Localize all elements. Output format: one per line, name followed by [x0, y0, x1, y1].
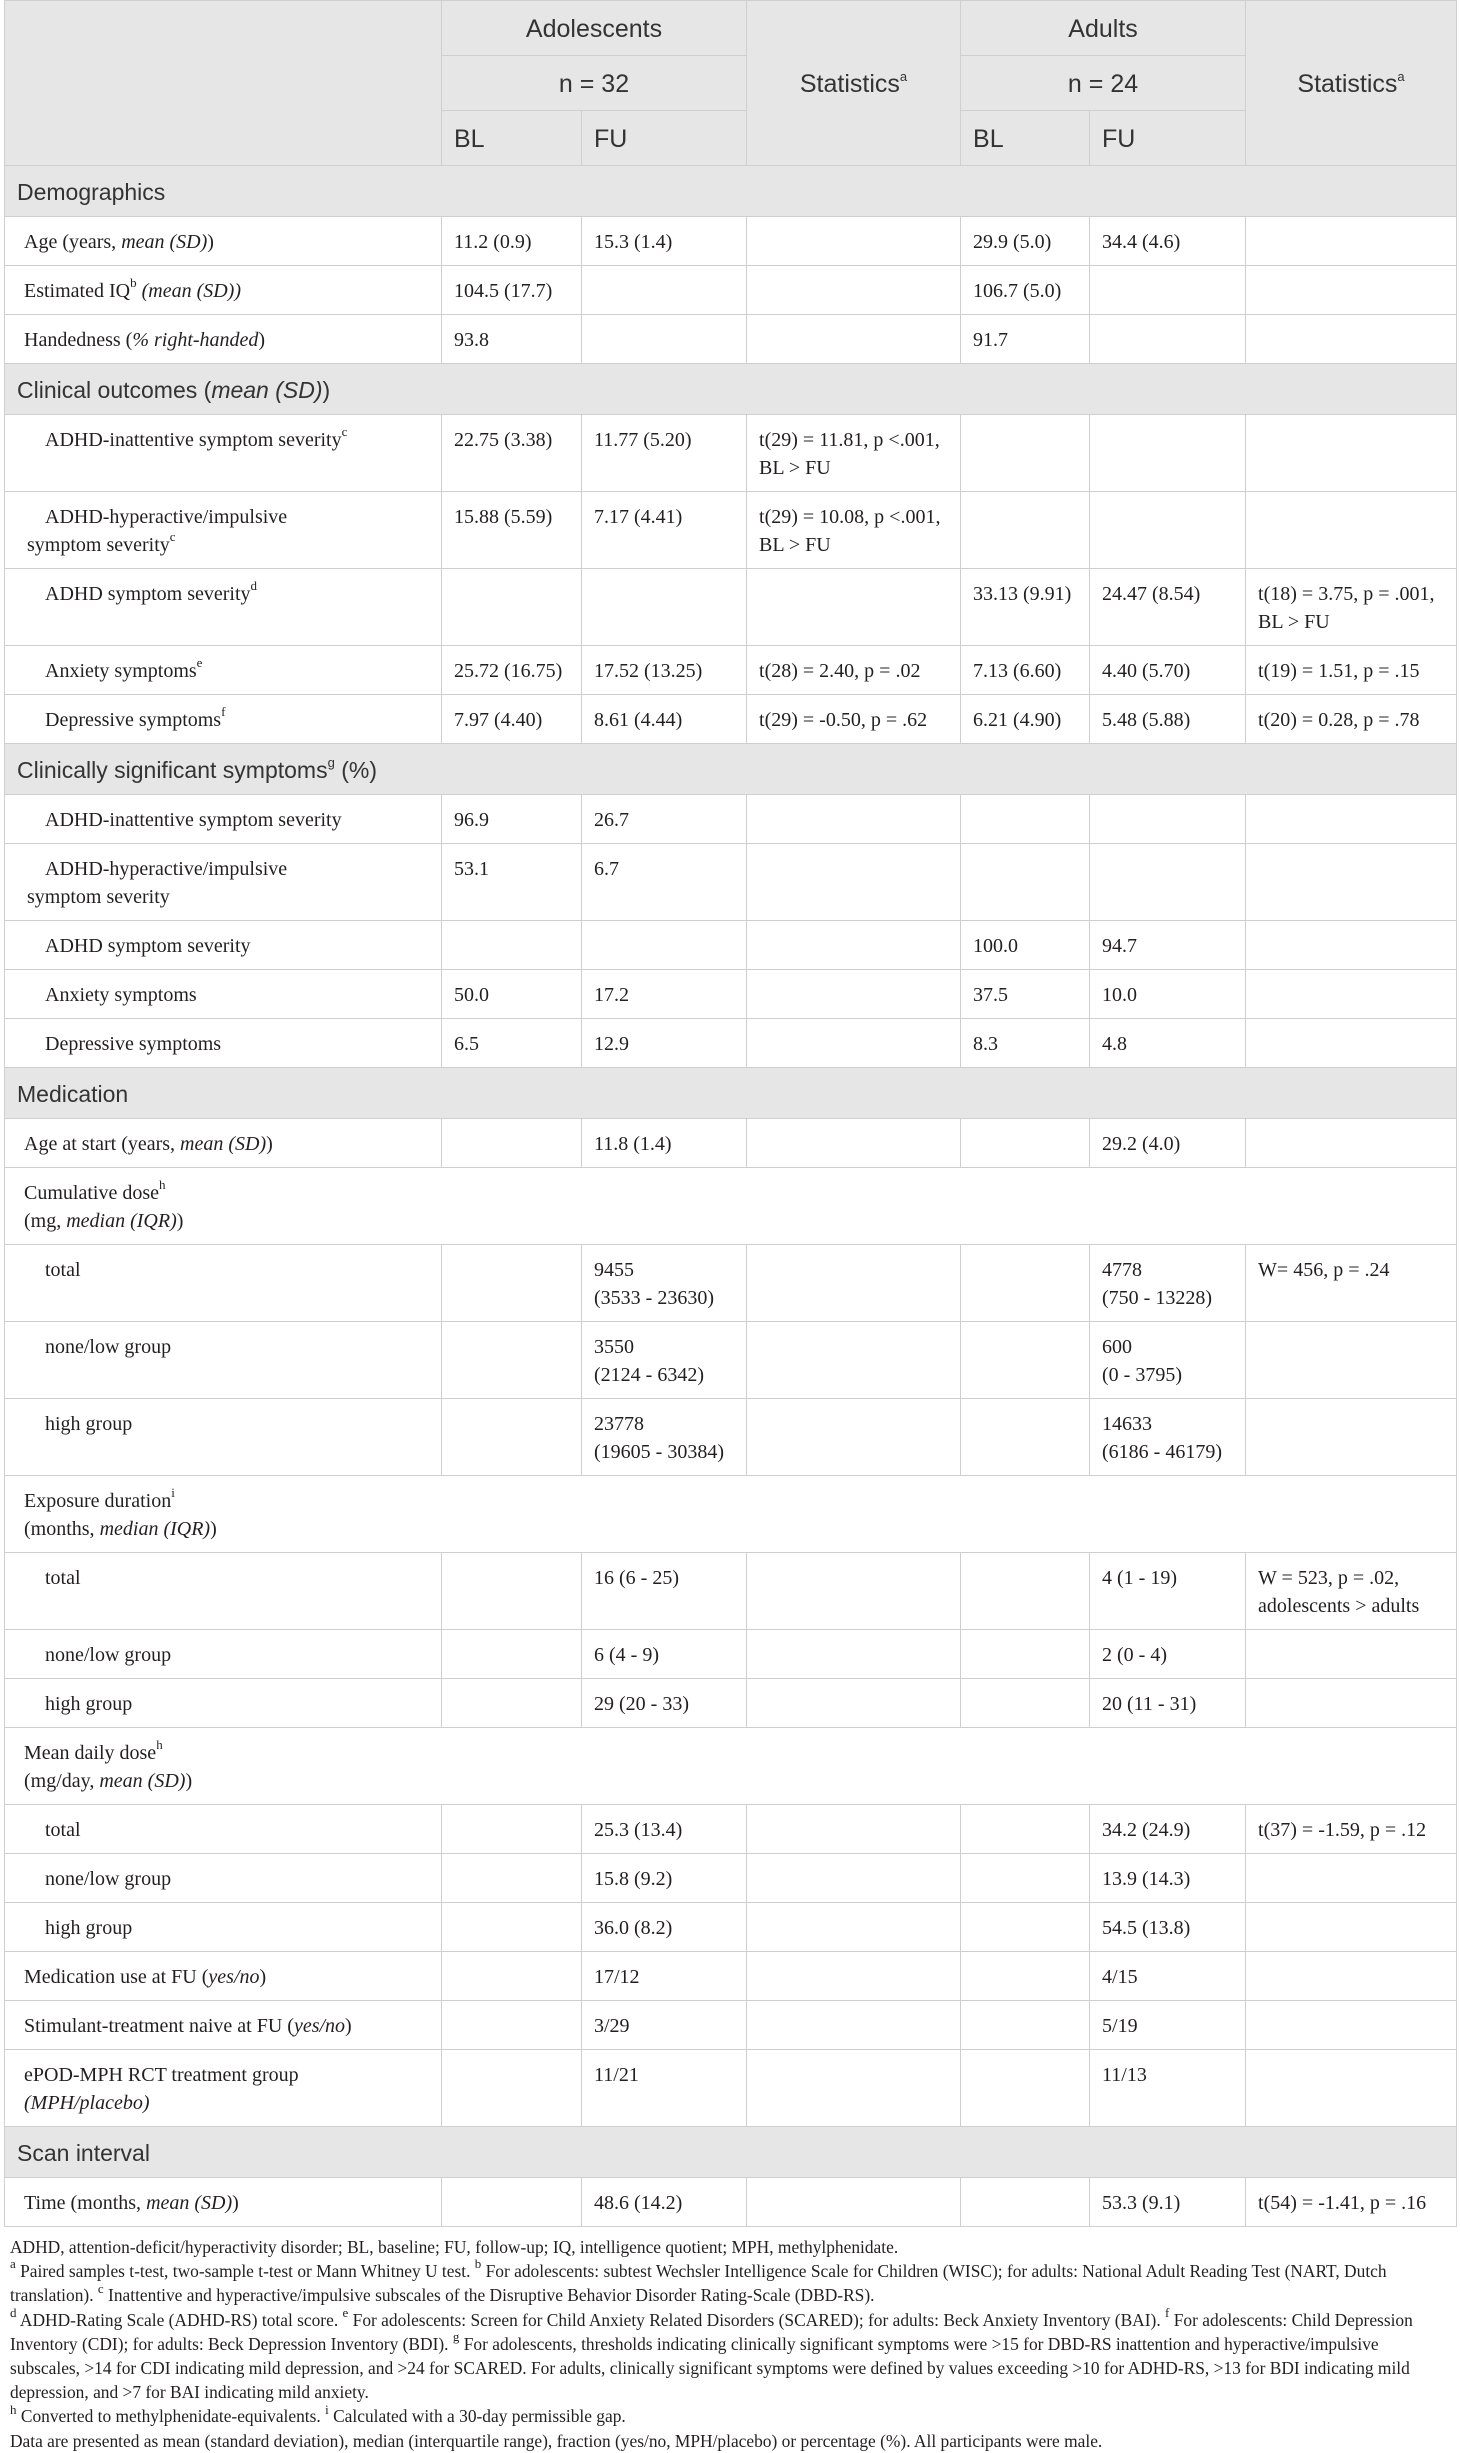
cell [1246, 415, 1457, 492]
cell [442, 2050, 582, 2127]
cell [1246, 795, 1457, 844]
cell [1246, 315, 1457, 364]
adolescents-bl-header: BL [442, 111, 582, 166]
table-row [5, 1476, 1457, 1553]
cell: W = 523, p = .02, adolescents > adults [1246, 1553, 1457, 1630]
row-label: Medication use at FU (yes/no) [5, 1952, 442, 2001]
cell [961, 1903, 1090, 1952]
cell [747, 1322, 961, 1399]
cell [747, 1679, 961, 1728]
cell: 29 (20 - 33) [582, 1679, 747, 1728]
cell: 17.52 (13.25) [582, 646, 747, 695]
row-label: ADHD-hyperactive/impulsive symptom severity [5, 844, 442, 921]
table-row [5, 646, 1457, 695]
cell: 53.3 (9.1) [1090, 2178, 1246, 2227]
cell [747, 970, 961, 1019]
table-row [5, 921, 1457, 970]
cell [747, 1854, 961, 1903]
cell [1246, 1322, 1457, 1399]
cell: 4 (1 - 19) [1090, 1553, 1246, 1630]
cell [747, 1119, 961, 1168]
cell: 106.7 (5.0) [961, 266, 1090, 315]
table-row [5, 492, 1457, 569]
cell [1246, 1630, 1457, 1679]
cell [1246, 266, 1457, 315]
cell [747, 315, 961, 364]
cell [961, 1399, 1090, 1476]
cell [1246, 1019, 1457, 1068]
cell: 13.9 (14.3) [1090, 1854, 1246, 1903]
cell [442, 569, 582, 646]
table-row [5, 1168, 1457, 1245]
cell [442, 2178, 582, 2227]
cell [1246, 1119, 1457, 1168]
cell [442, 1399, 582, 1476]
cell: 16 (6 - 25) [582, 1553, 747, 1630]
cell [1246, 1399, 1457, 1476]
cell [747, 217, 961, 266]
cell [442, 1245, 582, 1322]
footnote-abbreviations: ADHD, attention-deficit/hyperactivity disorder; BL, baseline; FU, follow-up; IQ, intelligence quotient; MPH, methylphenidate. [10, 2237, 899, 2257]
table-row [5, 1119, 1457, 1168]
cell: t(37) = -1.59, p = .12 [1246, 1805, 1457, 1854]
cell: 15.88 (5.59) [442, 492, 582, 569]
cell [1090, 492, 1246, 569]
cell: 93.8 [442, 315, 582, 364]
cell: t(28) = 2.40, p = .02 [747, 646, 961, 695]
table-row [5, 1952, 1457, 2001]
cell [747, 2001, 961, 2050]
adolescents-fu-header: FU [582, 111, 747, 166]
cell [747, 921, 961, 970]
cell: 48.6 (14.2) [582, 2178, 747, 2227]
row-label: Time (months, mean (SD)) [5, 2178, 442, 2227]
section-row [5, 364, 1457, 415]
cell: 4.8 [1090, 1019, 1246, 1068]
cell: 11/13 [1090, 2050, 1246, 2127]
row-label: Estimated $IQ^b$ (mean (SD)) [5, 266, 442, 315]
cell [1246, 2050, 1457, 2127]
cell: 4/15 [1090, 1952, 1246, 2001]
cell: 20 (11 - 31) [1090, 1679, 1246, 1728]
cell: 34.2 (24.9) [1090, 1805, 1246, 1854]
cell [747, 1952, 961, 2001]
cell [961, 2050, 1090, 2127]
cell: 91.7 [961, 315, 1090, 364]
row-label: ADHD symptom severity [5, 921, 442, 970]
section-row [5, 2127, 1457, 2178]
cell: 15.8 (9.2) [582, 1854, 747, 1903]
cell [747, 1245, 961, 1322]
row-label: total [5, 1245, 442, 1322]
row-label: ePOD-MPH RCT treatment group (MPH/placebo) [5, 2050, 442, 2127]
table-row [5, 1679, 1457, 1728]
cell: 11.2 (0.9) [442, 217, 582, 266]
cell [1246, 1952, 1457, 2001]
table-row [5, 315, 1457, 364]
table-row [5, 569, 1457, 646]
table-row [5, 2050, 1457, 2127]
cell [1246, 217, 1457, 266]
cell [1246, 1903, 1457, 1952]
cell [442, 1553, 582, 1630]
row-label: high group [5, 1903, 442, 1952]
cell: W= 456, p = .24 [1246, 1245, 1457, 1322]
cell: 104.5 (17.7) [442, 266, 582, 315]
cell: 8.3 [961, 1019, 1090, 1068]
cell [961, 1805, 1090, 1854]
cell: 6.5 [442, 1019, 582, 1068]
row-label: ADHD symptom severity$^d$ [5, 569, 442, 646]
table-row [5, 415, 1457, 492]
cell: 29.9 (5.0) [961, 217, 1090, 266]
cell: 6 (4 - 9) [582, 1630, 747, 1679]
adolescents-statistics-header [747, 1, 961, 166]
cell: t(29) = 10.08, p <.001, BL > FU [747, 492, 961, 569]
table-row [5, 695, 1457, 744]
cell: 94.7 [1090, 921, 1246, 970]
statistics-footnote-mark: a [899, 68, 908, 84]
cell [442, 1952, 582, 2001]
row-label: none/low group [5, 1630, 442, 1679]
cell [1246, 492, 1457, 569]
row-label: Handedness (% right-handed) [5, 315, 442, 364]
cell [961, 415, 1090, 492]
cell: 6.7 [582, 844, 747, 921]
row-label: Depressive symptoms [5, 1019, 442, 1068]
cell: 17.2 [582, 970, 747, 1019]
table-row [5, 266, 1457, 315]
section-scan-interval: Scan interval [5, 2127, 1457, 2178]
table-row [5, 1553, 1457, 1630]
cell: 5.48 (5.88) [1090, 695, 1246, 744]
cell [747, 1903, 961, 1952]
row-label: high group [5, 1679, 442, 1728]
row-label: Mean daily dose$^h$ (mg/day, mean (SD)) [5, 1728, 1457, 1805]
cell: 10.0 [1090, 970, 1246, 1019]
cell [961, 1553, 1090, 1630]
cell [1090, 795, 1246, 844]
table-row [5, 1728, 1457, 1805]
cell: 8.61 (4.44) [582, 695, 747, 744]
cell [961, 1245, 1090, 1322]
cell [747, 2050, 961, 2127]
cell [961, 844, 1090, 921]
cell [747, 1019, 961, 1068]
adults-fu-header: FU [1090, 111, 1246, 166]
cell: t(29) = 11.81, p <.001, BL > FU [747, 415, 961, 492]
row-label: Age at start (years, mean (SD)) [5, 1119, 442, 1168]
table-row [5, 1399, 1457, 1476]
cell [961, 1630, 1090, 1679]
table-row [5, 1805, 1457, 1854]
row-label: ADHD-inattentive symptom severity$^c$ [5, 415, 442, 492]
table-row [5, 795, 1457, 844]
cell [747, 2178, 961, 2227]
cell: 26.7 [582, 795, 747, 844]
cell: 50.0 [442, 970, 582, 1019]
row-label: none/low group [5, 1854, 442, 1903]
cell [1090, 315, 1246, 364]
cell: 11.8 (1.4) [582, 1119, 747, 1168]
cell [747, 569, 961, 646]
cell [961, 1119, 1090, 1168]
cell: t(20) = 0.28, p = .78 [1246, 695, 1457, 744]
cell: 5/19 [1090, 2001, 1246, 2050]
cell [442, 1679, 582, 1728]
row-label: ADHD-inattentive symptom severity [5, 795, 442, 844]
cell: 12.9 [582, 1019, 747, 1068]
cell [582, 569, 747, 646]
cell [1246, 1854, 1457, 1903]
cell: 24.47 (8.54) [1090, 569, 1246, 646]
section-row [5, 744, 1457, 795]
section-row [5, 166, 1457, 217]
table-row [5, 1903, 1457, 1952]
cell: 96.9 [442, 795, 582, 844]
cell [582, 921, 747, 970]
row-label: Age (years, mean (SD)) [5, 217, 442, 266]
footnote-paragraph: $^a$ Paired samples t-test, two-sample t-test or Mann Whitney U test. $^b$ For adolescents: subtest Wechsler Intelligence Scale for Children (WISC); for adults: National Adult Reading Test (NART, Dutch translation). $^c$ Inattentive and hyperactive/impulsive subscales of the Disruptive Behavior Disorder Rating-Scale (DBD-RS). [10, 2256, 1387, 2306]
cell: 33.13 (9.91) [961, 569, 1090, 646]
cell [442, 2001, 582, 2050]
cell: 7.17 (4.41) [582, 492, 747, 569]
cell: 23778 (19605 - 30384) [582, 1399, 747, 1476]
section-medication: Medication [5, 1068, 1457, 1119]
cell: 7.97 (4.40) [442, 695, 582, 744]
cell: 54.5 (13.8) [1090, 1903, 1246, 1952]
table-row [5, 217, 1457, 266]
statistics-label: Statistics [1297, 70, 1398, 98]
cell [747, 1805, 961, 1854]
table-row [5, 2001, 1457, 2050]
footnote-data-presentation: Data are presented as mean (standard deviation), median (interquartile range), fraction (yes/no, MPH/placebo) or percentage (%). All participants were male. [10, 2430, 1103, 2451]
row-label: Anxiety symptoms [5, 970, 442, 1019]
cell [442, 1630, 582, 1679]
cell [961, 2001, 1090, 2050]
cell: t(18) = 3.75, p = .001, BL > FU [1246, 569, 1457, 646]
cell [961, 492, 1090, 569]
table-row [5, 844, 1457, 921]
row-label: none/low group [5, 1322, 442, 1399]
section-clinical-outcomes: Clinical outcomes (mean (SD)) [5, 364, 1457, 415]
demographics-table [4, 0, 1457, 2227]
cell [1090, 844, 1246, 921]
cell [1246, 970, 1457, 1019]
cell [442, 921, 582, 970]
cell [442, 1322, 582, 1399]
cell [442, 1119, 582, 1168]
cell: t(29) = -0.50, p = .62 [747, 695, 961, 744]
cell: 14633 (6186 - 46179) [1090, 1399, 1246, 1476]
cell: 3/29 [582, 2001, 747, 2050]
adults-statistics-header [1246, 1, 1457, 166]
row-label: Stimulant-treatment naive at FU (yes/no) [5, 2001, 442, 2050]
row-label: Anxiety symptoms$^e$ [5, 646, 442, 695]
adolescents-n: n = 32 [442, 56, 747, 111]
cell: 29.2 (4.0) [1090, 1119, 1246, 1168]
cell: 22.75 (3.38) [442, 415, 582, 492]
cell [747, 1399, 961, 1476]
cell: 36.0 (8.2) [582, 1903, 747, 1952]
row-label: Exposure duration$^i$ (months, median (IQR)) [5, 1476, 1457, 1553]
cell: t(54) = -1.41, p = .16 [1246, 2178, 1457, 2227]
cell [582, 315, 747, 364]
cell: 11/21 [582, 2050, 747, 2127]
cell: 53.1 [442, 844, 582, 921]
cell [1090, 415, 1246, 492]
cell: 4.40 (5.70) [1090, 646, 1246, 695]
cell [747, 1553, 961, 1630]
adults-header: Adults [961, 1, 1246, 56]
row-label: Cumulative dose$^h$ (mg, median (IQR)) [5, 1168, 1457, 1245]
cell: 7.13 (6.60) [961, 646, 1090, 695]
cell [442, 1805, 582, 1854]
statistics-footnote-mark: a [1397, 68, 1405, 84]
cell: 17/12 [582, 1952, 747, 2001]
cell [747, 844, 961, 921]
cell [961, 2178, 1090, 2227]
table-footnotes [10, 2235, 1450, 2453]
cell: 4778 (750 - 13228) [1090, 1245, 1246, 1322]
section-clinically-significant: Clinically significant symptoms$^g$ (%) [5, 744, 1457, 795]
header-empty-cell [5, 1, 442, 166]
cell: 37.5 [961, 970, 1090, 1019]
cell: 15.3 (1.4) [582, 217, 747, 266]
cell: t(19) = 1.51, p = .15 [1246, 646, 1457, 695]
row-label: Depressive symptoms$^f$ [5, 695, 442, 744]
cell [961, 1854, 1090, 1903]
cell: 100.0 [961, 921, 1090, 970]
cell: 2 (0 - 4) [1090, 1630, 1246, 1679]
cell: 600 (0 - 3795) [1090, 1322, 1246, 1399]
statistics-label: Statistics [799, 70, 900, 98]
row-label: high group [5, 1399, 442, 1476]
cell [1246, 2001, 1457, 2050]
section-demographics: Demographics [5, 166, 1457, 217]
cell [961, 1322, 1090, 1399]
row-label: total [5, 1553, 442, 1630]
cell [442, 1903, 582, 1952]
footnote-paragraph: $^d$ ADHD-Rating Scale (ADHD-RS) total score. $^e$ For adolescents: Screen for Child Anxiety Related Disorders (SCARED); for adults: Beck Anxiety Inventory (BAI). $^f$ For adolescents: Child Depression Inventory (CDI); for adults: Beck Depression Inventory (BDI). $^g$ For adolescents, thresholds indicating clinically significant symptoms were >15 for DBD-RS inattention and hyperactive/impulsive subscales, >14 for CDI indicating mild depression, and >24 for SCARED. For adults, clinically significant symptoms were defined by values exceeding >10 for ADHD-RS, >13 for BDI indicating mild depression, and >7 for BAI indicating mild anxiety. [10, 2304, 1413, 2403]
cell: 9455 (3533 - 23630) [582, 1245, 747, 1322]
cell [961, 1952, 1090, 2001]
cell: 6.21 (4.90) [961, 695, 1090, 744]
cell: 3550 (2124 - 6342) [582, 1322, 747, 1399]
cell [442, 1854, 582, 1903]
cell: 25.72 (16.75) [442, 646, 582, 695]
row-label: ADHD-hyperactive/impulsive symptom severity$^c$ [5, 492, 442, 569]
cell [747, 266, 961, 315]
adolescents-header: Adolescents [442, 1, 747, 56]
cell [1246, 1679, 1457, 1728]
cell [1246, 844, 1457, 921]
adults-bl-header: BL [961, 111, 1090, 166]
cell [747, 1630, 961, 1679]
cell [1090, 266, 1246, 315]
cell [747, 795, 961, 844]
cell [582, 266, 747, 315]
cell: 11.77 (5.20) [582, 415, 747, 492]
adults-n: n = 24 [961, 56, 1246, 111]
table-row [5, 1245, 1457, 1322]
table-row [5, 2178, 1457, 2227]
cell [961, 795, 1090, 844]
cell: 25.3 (13.4) [582, 1805, 747, 1854]
row-label: total [5, 1805, 442, 1854]
cell [1246, 921, 1457, 970]
footnote-paragraph: $^h$ Converted to methylphenidate-equivalents. $^i$ Calculated with a 30-day permissible gap. [10, 2401, 626, 2427]
cell: 34.4 (4.6) [1090, 217, 1246, 266]
table-row [5, 1854, 1457, 1903]
table-row [5, 970, 1457, 1019]
table-row [5, 1630, 1457, 1679]
table-row [5, 1322, 1457, 1399]
section-row [5, 1068, 1457, 1119]
table-row [5, 1019, 1457, 1068]
cell [961, 1679, 1090, 1728]
